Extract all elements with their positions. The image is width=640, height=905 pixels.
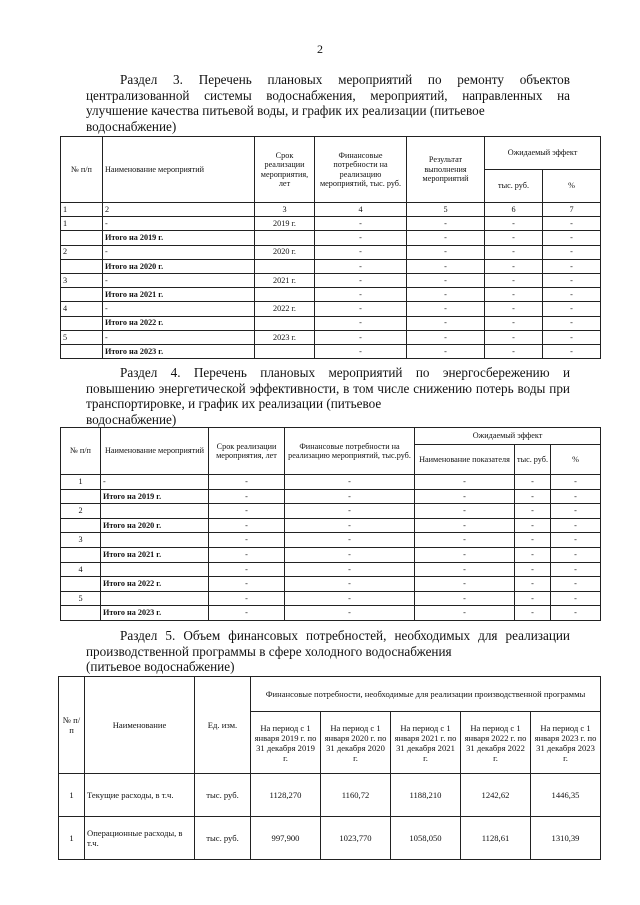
s5-header-period-2022: На период с 1 января 2022 г. по 31 декабря 2022 г. [461,712,531,774]
s5-cell-value: 1446,35 [531,774,601,817]
s3-cell-result: - [407,288,485,302]
table-row [61,344,601,358]
s4-cell-rub: - [515,533,551,548]
s4-cell-term: - [209,475,285,490]
section5-heading-text: Раздел 5. Объем финансовых потребностей, необходимых для реализации производственной программы в сфере холодного водоснабжения [86,628,570,659]
page-number: 2 [317,42,323,56]
s5-header-period-2023: На период с 1 января 2023 г. по 31 декабря 2023 г. [531,712,601,774]
s5-cell-num: 1 [59,774,85,817]
s3-cell-rub: - [485,273,543,287]
s4-cell-name [101,504,209,519]
s3-cell-term [255,231,315,245]
s3-cell-finance: - [315,259,407,273]
s3-cell-result: - [407,217,485,231]
s4-cell-term: - [209,547,285,562]
section4-heading-text: Раздел 4. Перечень плановых мероприятий по энергосбережению и повышению энергетической эффективности, в том числе снижению потерь воды при транспортировке, и график их реализации (питьевое [86,365,570,411]
s4-cell-indicator: - [415,518,515,533]
s5-header-period-2021: На период с 1 января 2021 г. по 31 декабря 2021 г. [391,712,461,774]
s4-header-effect-pct: % [551,445,601,475]
s4-cell-term: - [209,504,285,519]
s3-cell-num: 1 [61,217,103,231]
s3-header-effect-rub: тыс. руб. [485,170,543,203]
s3-cell-finance: - [315,316,407,330]
s4-cell-rub: - [515,489,551,504]
table-row [61,606,601,621]
section3-table [60,136,601,359]
s3-cell-name: - [103,330,255,344]
s3-cell-pct: - [543,302,601,316]
s3-cell-rub: - [485,259,543,273]
table-row [61,562,601,577]
s3-colnum-5: 5 [407,203,485,217]
s4-cell-num [61,577,101,592]
s3-cell-result: - [407,316,485,330]
s4-header-name: Наименование мероприятий [101,428,209,475]
section3-heading-last: водоснабжение) [86,118,177,134]
s4-cell-pct: - [551,533,601,548]
s4-header-effect-rub: тыс. руб. [515,445,551,475]
s4-cell-term: - [209,606,285,621]
s3-header-name: Наименование мероприятий [103,137,255,203]
s3-cell-rub: - [485,231,543,245]
s3-cell-rub: - [485,288,543,302]
s4-cell-num [61,489,101,504]
s3-cell-result: - [407,330,485,344]
s5-cell-value: 1128,270 [251,774,321,817]
s4-cell-pct: - [551,562,601,577]
s4-cell-num [61,606,101,621]
s5-cell-unit: тыс. руб. [195,774,251,817]
table-row [61,591,601,606]
section5-heading-last: (питьевое водоснабжение) [86,659,235,674]
s3-cell-num [61,231,103,245]
s3-header-term: Срок реализации мероприятия, лет [255,137,315,203]
s4-cell-pct: - [551,591,601,606]
s3-cell-name: Итого на 2021 г. [103,288,255,302]
s5-header-unit: Ед. изм. [195,677,251,774]
s3-cell-finance: - [315,273,407,287]
s5-cell-num: 1 [59,817,85,860]
s4-cell-pct: - [551,475,601,490]
s3-cell-pct: - [543,245,601,259]
s3-cell-name: Итого на 2019 г. [103,231,255,245]
s4-cell-indicator: - [415,489,515,504]
s3-cell-num [61,259,103,273]
s4-cell-rub: - [515,606,551,621]
s4-cell-pct: - [551,489,601,504]
s3-colnum-4: 4 [315,203,407,217]
s3-colnum-2: 2 [103,203,255,217]
s3-cell-finance: - [315,330,407,344]
s4-cell-rub: - [515,547,551,562]
s4-header-effect: Ожидаемый эффект [415,428,601,445]
table-row [61,330,601,344]
s3-cell-term [255,288,315,302]
s3-cell-finance: - [315,217,407,231]
s3-cell-name: - [103,217,255,231]
s4-cell-rub: - [515,475,551,490]
s3-cell-term: 2019 г. [255,217,315,231]
s5-cell-value: 1310,39 [531,817,601,860]
s4-cell-finance: - [285,533,415,548]
table-row [61,273,601,287]
s3-cell-term [255,259,315,273]
table-row [61,302,601,316]
s4-cell-finance: - [285,591,415,606]
s4-cell-finance: - [285,504,415,519]
s5-cell-unit: тыс. руб. [195,817,251,860]
s4-cell-name: Итого на 2021 г. [101,547,209,562]
s3-cell-result: - [407,245,485,259]
s4-cell-pct: - [551,504,601,519]
s4-header-term: Срок реализации мероприятия, лет [209,428,285,475]
table-row [61,231,601,245]
s4-cell-term: - [209,591,285,606]
table-row [61,489,601,504]
s3-cell-rub: - [485,217,543,231]
s3-cell-result: - [407,302,485,316]
s3-cell-pct: - [543,316,601,330]
s5-cell-value: 1188,210 [391,774,461,817]
s4-cell-indicator: - [415,547,515,562]
s3-colnum-6: 6 [485,203,543,217]
s3-header-result: Результат выполнения мероприятий [407,137,485,203]
s3-cell-num: 3 [61,273,103,287]
s3-cell-name: Итого на 2022 г. [103,316,255,330]
s4-header-num: № п/п [61,428,101,475]
table-row [59,774,601,817]
s4-cell-name [101,562,209,577]
s4-cell-indicator: - [415,562,515,577]
s3-cell-rub: - [485,316,543,330]
s4-cell-finance: - [285,475,415,490]
s5-cell-value: 1128,61 [461,817,531,860]
s3-header-effect: Ожидаемый эффект [485,137,601,170]
s3-cell-num: 4 [61,302,103,316]
table-row [61,288,601,302]
s4-cell-num [61,518,101,533]
s3-cell-num [61,344,103,358]
s4-cell-pct: - [551,577,601,592]
s4-cell-indicator: - [415,591,515,606]
s4-header-indicator: Наименование показателя [415,445,515,475]
s4-cell-finance: - [285,577,415,592]
s3-cell-pct: - [543,217,601,231]
table-row [61,475,601,490]
s3-cell-name: - [103,302,255,316]
s3-cell-pct: - [543,344,601,358]
section4-table [60,427,601,621]
s3-cell-name: Итого на 2020 г. [103,259,255,273]
s4-cell-name [101,591,209,606]
table-row [61,504,601,519]
s4-cell-term: - [209,533,285,548]
s3-cell-num [61,288,103,302]
s3-cell-term: 2021 г. [255,273,315,287]
s4-cell-term: - [209,562,285,577]
s5-header-finance: Финансовые потребности, необходимые для реализации производственной программы [251,677,601,712]
s3-cell-num [61,316,103,330]
s4-cell-finance: - [285,606,415,621]
s4-cell-term: - [209,489,285,504]
s4-cell-rub: - [515,562,551,577]
s3-cell-term: 2020 г. [255,245,315,259]
s3-cell-rub: - [485,344,543,358]
table-row [61,217,601,231]
s3-cell-result: - [407,259,485,273]
s4-cell-indicator: - [415,533,515,548]
s5-header-period-2020: На период с 1 января 2020 г. по 31 декабря 2020 г. [321,712,391,774]
s3-colnum-1: 1 [61,203,103,217]
s5-header-name: Наименование [85,677,195,774]
s4-cell-name: Итого на 2020 г. [101,518,209,533]
table-row [59,817,601,860]
s5-cell-value: 1160,72 [321,774,391,817]
section4-heading-last: водоснабжение) [86,411,177,427]
s3-column-numbers-row [61,203,601,217]
s3-cell-finance: - [315,231,407,245]
s3-cell-finance: - [315,302,407,316]
s3-header-num: № п/п [61,137,103,203]
s4-cell-finance: - [285,562,415,577]
s3-header-effect-pct: % [543,170,601,203]
s5-header-num: № п/п [59,677,85,774]
s4-cell-num: 2 [61,504,101,519]
s3-header-finance: Финансовые потребности на реализацию мероприятий, тыс. руб. [315,137,407,203]
s3-cell-result: - [407,344,485,358]
s5-header-period-2019: На период с 1 января 2019 г. по 31 декабря 2019 г. [251,712,321,774]
s4-cell-name: Итого на 2019 г. [101,489,209,504]
s4-cell-num: 4 [61,562,101,577]
s3-cell-finance: - [315,245,407,259]
s3-cell-term [255,344,315,358]
s4-cell-rub: - [515,504,551,519]
s5-cell-name: Текущие расходы, в т.ч. [85,774,195,817]
s4-cell-indicator: - [415,504,515,519]
s5-cell-value: 1058,050 [391,817,461,860]
s3-cell-rub: - [485,245,543,259]
s4-cell-pct: - [551,547,601,562]
s4-cell-name: Итого на 2022 г. [101,577,209,592]
s4-cell-num: 1 [61,475,101,490]
s3-cell-rub: - [485,302,543,316]
s3-cell-pct: - [543,259,601,273]
section5-table [58,676,601,860]
s3-cell-num: 5 [61,330,103,344]
s4-cell-finance: - [285,518,415,533]
s3-colnum-3: 3 [255,203,315,217]
table-row [61,547,601,562]
s4-cell-indicator: - [415,475,515,490]
s3-cell-name: - [103,273,255,287]
s3-cell-term: 2022 г. [255,302,315,316]
s5-cell-value: 997,900 [251,817,321,860]
s4-cell-term: - [209,577,285,592]
s4-cell-name: Итого на 2023 г. [101,606,209,621]
s3-cell-num: 2 [61,245,103,259]
s3-cell-finance: - [315,288,407,302]
s3-cell-result: - [407,231,485,245]
s4-cell-name: - [101,475,209,490]
table-row [61,245,601,259]
s4-cell-indicator: - [415,606,515,621]
table-row [61,518,601,533]
s4-cell-rub: - [515,591,551,606]
s4-cell-indicator: - [415,577,515,592]
s4-cell-num: 5 [61,591,101,606]
s4-cell-rub: - [515,518,551,533]
s4-cell-pct: - [551,606,601,621]
s4-cell-num [61,547,101,562]
table-row [61,577,601,592]
s3-cell-pct: - [543,330,601,344]
s4-cell-finance: - [285,489,415,504]
s5-cell-value: 1242,62 [461,774,531,817]
s5-cell-value: 1023,770 [321,817,391,860]
s3-cell-name: Итого на 2023 г. [103,344,255,358]
s4-cell-num: 3 [61,533,101,548]
s3-colnum-7: 7 [543,203,601,217]
s4-cell-pct: - [551,518,601,533]
table-row [61,259,601,273]
s4-cell-rub: - [515,577,551,592]
section3-heading-text: Раздел 3. Перечень плановых мероприятий по ремонту объектов централизованной системы водоснабжения, мероприятий, направленных на улучшение качества питьевой воды, и график их реализации (питьевое [86,72,570,118]
s3-cell-term [255,316,315,330]
s4-header-finance: Финансовые потребности на реализацию мероприятий, тыс.руб. [285,428,415,475]
s3-cell-name: - [103,245,255,259]
s3-cell-pct: - [543,288,601,302]
s4-cell-finance: - [285,547,415,562]
s5-cell-name: Операционные расходы, в т.ч. [85,817,195,860]
s4-cell-term: - [209,518,285,533]
s3-cell-result: - [407,273,485,287]
table-row [61,533,601,548]
table-row [61,316,601,330]
s3-cell-finance: - [315,344,407,358]
s4-cell-name [101,533,209,548]
s3-cell-term: 2023 г. [255,330,315,344]
s3-cell-pct: - [543,273,601,287]
s3-cell-rub: - [485,330,543,344]
s3-cell-pct: - [543,231,601,245]
